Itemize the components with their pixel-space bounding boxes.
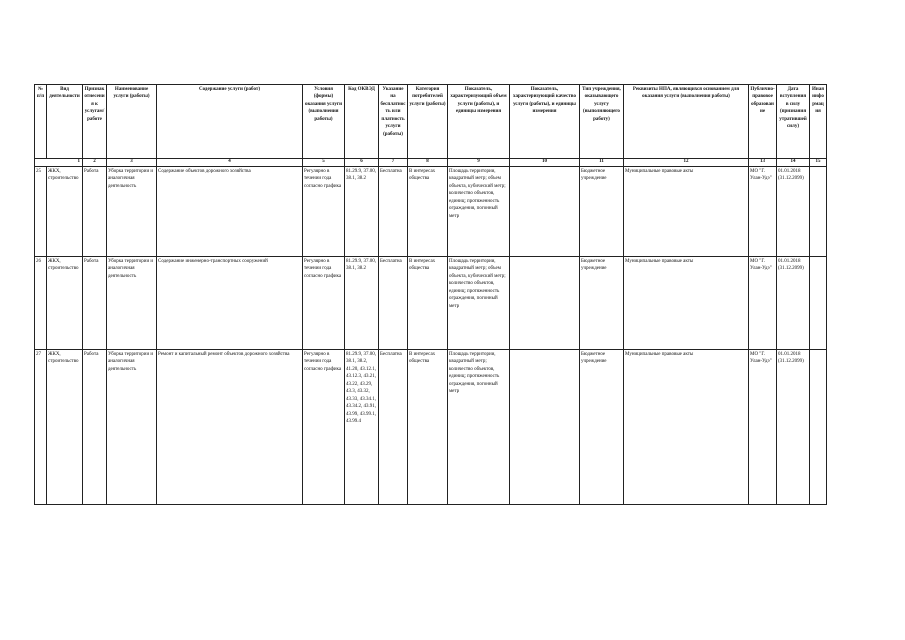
volume-cell: Площадь территории, квадратный метр; объем объекта, кубический метр; количество объектов, единиц; протяженность ограждения, погонный метр xyxy=(448,167,510,257)
npa-cell: Муниципальные правовые акты xyxy=(624,257,749,350)
column-number: 13 xyxy=(749,159,777,167)
content-cell: Содержание объектов дорожного хозяйства xyxy=(157,167,303,257)
services-table xyxy=(34,84,827,505)
sign-cell: Работа xyxy=(83,350,107,505)
sign-cell: Работа xyxy=(83,167,107,257)
okved-cell: 81.29.9, 37.00, 38.1, 38.2 xyxy=(345,167,379,257)
column-number: 2 xyxy=(83,159,107,167)
ppo-cell: МО "Г. Улан-Удэ" xyxy=(749,167,777,257)
activity-cell: ЖКХ, строительство xyxy=(47,167,83,257)
date-cell: 01.01.2018 (31.12.2099) xyxy=(777,257,810,350)
institution-type-cell: Бюджетное учреждение xyxy=(580,257,624,350)
header-cell: Публично-правовое образование xyxy=(749,85,777,159)
header-cell: Условия (формы) оказания услуги (выполнения работы) xyxy=(303,85,345,159)
column-number: 4 xyxy=(157,159,303,167)
column-number: 12 xyxy=(624,159,749,167)
column-number: 14 xyxy=(777,159,810,167)
okved-cell: 81.29.9, 37.00, 38.1, 38.2, 41.20, 43.12.1, 43.12.3, 43.21, 43.22, 43.29, 43.3, 43.32, 43.33, 43.34.1, 43.34.2, 43.91, 43.99, 43.99.1, 43.99.4 xyxy=(345,350,379,505)
header-cell: Признак отнесения к услугам/работе xyxy=(83,85,107,159)
ppo-cell: МО "Г. Улан-Удэ" xyxy=(749,257,777,350)
header-cell: Иная информация xyxy=(810,85,827,159)
consumers-cell: В интересах общества xyxy=(408,167,448,257)
volume-cell: Площадь территории, квадратный метр; количество объектов, единиц; протяженность ограждения, погонный метр xyxy=(448,350,510,505)
service-name-cell: Уборка территории и аналогичная деятельность xyxy=(107,350,157,505)
header-cell: Код ОКВЭД xyxy=(345,85,379,159)
column-number: 1 xyxy=(35,159,83,167)
content-cell: Содержание инженерно-транспортных сооружений xyxy=(157,257,303,350)
content-cell: Ремонт и капитальный ремонт объектов дорожного хозяйства xyxy=(157,350,303,505)
column-number: 5 xyxy=(303,159,345,167)
header-row xyxy=(35,85,827,159)
sign-cell: Работа xyxy=(83,257,107,350)
column-number: 6 xyxy=(345,159,379,167)
column-number: 15 xyxy=(810,159,827,167)
row-number: 25 xyxy=(35,167,47,257)
paid-cell: Бесплатна xyxy=(379,257,408,350)
paid-cell: Бесплатна xyxy=(379,350,408,505)
activity-cell: ЖКХ, строительство xyxy=(47,257,83,350)
conditions-cell: Регулярно в течении года согласно графика xyxy=(303,350,345,505)
column-number-row xyxy=(35,159,827,167)
column-number: 10 xyxy=(510,159,580,167)
institution-type-cell: Бюджетное учреждение xyxy=(580,167,624,257)
header-cell: № п/п xyxy=(35,85,47,159)
column-number: 3 xyxy=(107,159,157,167)
header-cell: Показатель, характеризующий качество услуги (работы), и единицы измерения xyxy=(510,85,580,159)
volume-cell: Площадь территории, квадратный метр; объем объекта, кубический метр; количество объектов, единиц; протяженность ограждения, погонный метр xyxy=(448,257,510,350)
header-cell: Категория потребителей услуги (работы) xyxy=(408,85,448,159)
column-number: 11 xyxy=(580,159,624,167)
npa-cell: Муниципальные правовые акты xyxy=(624,350,749,505)
other-cell xyxy=(810,167,827,257)
paid-cell: Бесплатна xyxy=(379,167,408,257)
other-cell xyxy=(810,257,827,350)
quality-cell xyxy=(510,167,580,257)
conditions-cell: Регулярно в течении года согласно графика xyxy=(303,167,345,257)
other-cell xyxy=(810,350,827,505)
header-cell: Указание на бесплатность или платность услуги (работы) xyxy=(379,85,408,159)
table-row xyxy=(35,257,827,350)
date-cell: 01.01.2018 (31.12.2099) xyxy=(777,350,810,505)
row-number: 27 xyxy=(35,350,47,505)
npa-cell: Муниципальные правовые акты xyxy=(624,167,749,257)
activity-cell: ЖКХ, строительство xyxy=(47,350,83,505)
consumers-cell: В интересах общества xyxy=(408,350,448,505)
quality-cell xyxy=(510,350,580,505)
service-name-cell: Уборка территории и аналогичная деятельность xyxy=(107,167,157,257)
conditions-cell: Регулярно в течении года согласно графика xyxy=(303,257,345,350)
table-row xyxy=(35,167,827,257)
consumers-cell: В интересах общества xyxy=(408,257,448,350)
header-cell: Тип учреждения, оказывающего услугу (выполняющего работу) xyxy=(580,85,624,159)
table-row xyxy=(35,350,827,505)
header-cell: Реквизиты НПА, являющихся основанием для оказания услуги (выполнения работы) xyxy=(624,85,749,159)
service-name-cell: Уборка территории и аналогичная деятельность xyxy=(107,257,157,350)
row-number: 26 xyxy=(35,257,47,350)
okved-cell: 81.29.9, 37.00, 38.1, 38.2 xyxy=(345,257,379,350)
header-cell: Вид деятельности xyxy=(47,85,83,159)
header-cell: Показатель, характеризующий объем услуги (работы), и единицы измерения xyxy=(448,85,510,159)
date-cell: 01.01.2018 (31.12.2099) xyxy=(777,167,810,257)
header-cell: Содержание услуги (работ) xyxy=(157,85,303,159)
column-number: 9 xyxy=(448,159,510,167)
column-number: 8 xyxy=(408,159,448,167)
ppo-cell: МО "Г. Улан-Удэ" xyxy=(749,350,777,505)
institution-type-cell: Бюджетное учреждение xyxy=(580,350,624,505)
column-number: 7 xyxy=(379,159,408,167)
quality-cell xyxy=(510,257,580,350)
header-cell: Наименование услуги (работы) xyxy=(107,85,157,159)
header-cell: Дата вступления в силу (признания утратившей силу) xyxy=(777,85,810,159)
